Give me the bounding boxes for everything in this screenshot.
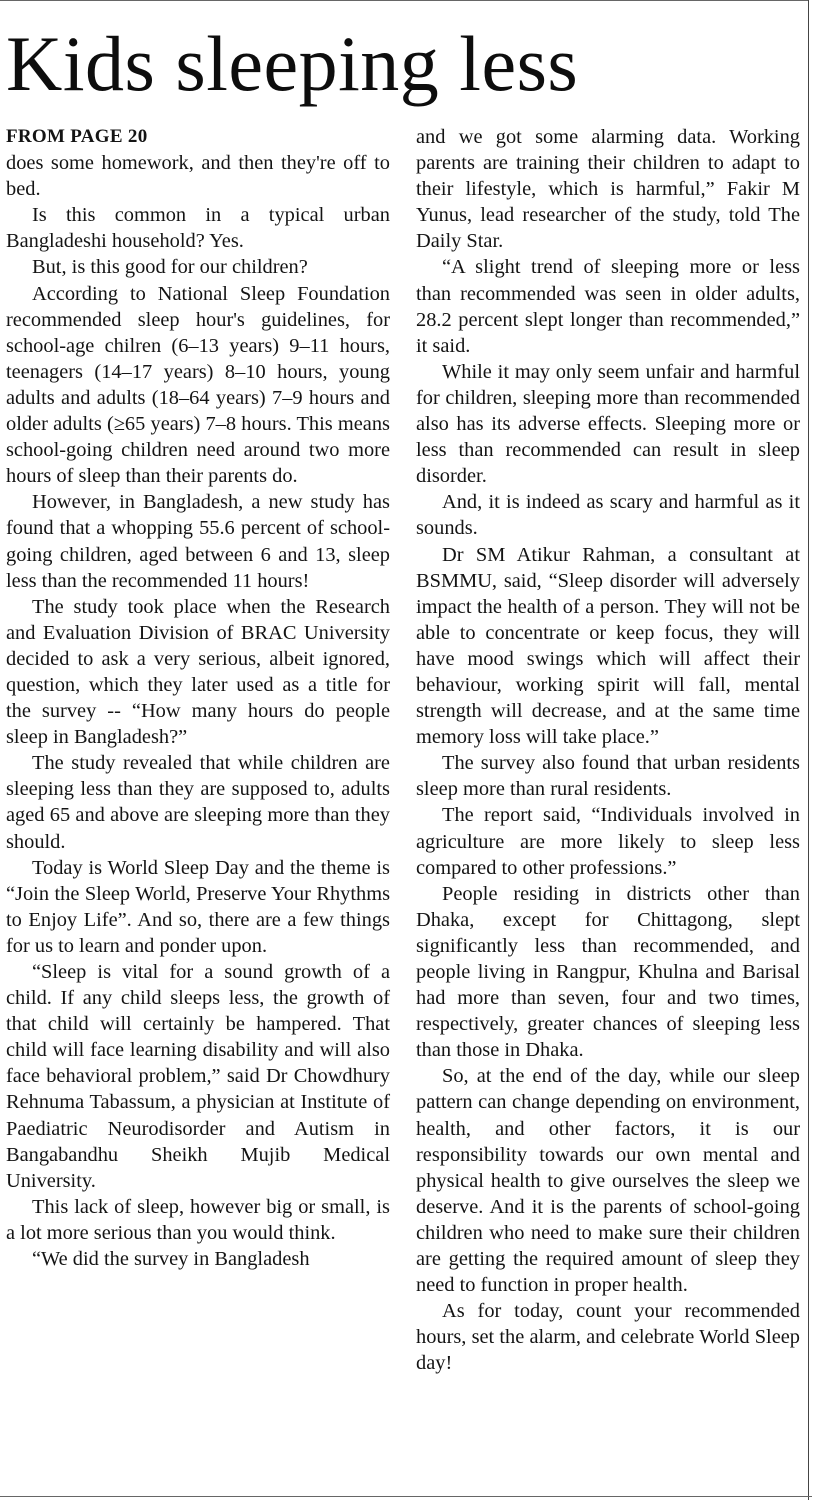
paragraph: “Sleep is vital for a sound growth of a child. If any child sleeps less, the growth of that child will certainly be hampered. That child will face learning disability and will also face behavioral problem,” said Dr Chowdhury Rehnuma Tabassum, a physician at Institute of Paediatric Neurodisorder and Autism in Bangabandhu Sheikh Mujib Medical University. — [6, 961, 390, 1192]
paragraph: “We did the survey in Bangladesh — [32, 1248, 310, 1271]
paragraph: This lack of sleep, however big or small, is a lot more serious than you would think. — [6, 1195, 390, 1244]
column-right — [416, 124, 800, 1377]
paragraph: “A slight trend of sleeping more or less than recommended was seen in older adults, 28.2 percent slept longer than recommended,” it said. — [416, 256, 800, 357]
jump-label: FROM PAGE 20 — [6, 126, 148, 147]
paragraph: Is this common in a typical urban Bangladeshi household? Yes. — [6, 204, 390, 253]
paragraph: According to National Sleep Foundation recommended sleep hour's guidelines, for school-age chilren (6–13 years) 9–11 hours, teenagers (14–17 years) 8–10 hours, young adults and adults (18–64 years) 7–9 hours and older adults (≥65 years) 7–8 hours. This means school-going children need around two more hours of sleep than their parents do. — [6, 282, 390, 488]
paragraph: So, at the end of the day, while our sleep pattern can change depending on environment, health, and other factors, it is our responsibility towards our own mental and physical health to give ourselves the sleep we deserve. And it is the parents of school-going children who need to make sure their children are getting the required amount of sleep they need to function in proper health. — [416, 1065, 800, 1297]
paragraph: While it may only seem unfair and harmful for children, sleeping more than recommended also has its adverse effects. Sleeping more or less than recommended can result in sleep disorder. — [416, 360, 800, 488]
headline: Kids sleeping less — [6, 20, 579, 107]
paragraph: The study revealed that while children are sleeping less than they are supposed to, adults aged 65 and above are sleeping more than they should. — [6, 752, 390, 853]
bottom-rule — [0, 1496, 812, 1497]
paragraph: The study took place when the Research and Evaluation Division of BRAC University decided to ask a very serious, albeit ignored, question, which they later used as a title for the survey -- “How many hours do people sleep in Bangladesh?” — [6, 595, 390, 749]
paragraph: does some homework, and then they're off to bed. — [6, 152, 390, 201]
column-left — [6, 124, 390, 1272]
paragraph: But, is this good for our children? — [32, 256, 308, 279]
top-rule — [0, 0, 808, 1]
paragraph: The report said, “Individuals involved in agriculture are more likely to sleep less compared to other professions.” — [416, 804, 800, 879]
paragraph: As for today, count your recommended hours, set the alarm, and celebrate World Sleep day! — [416, 1300, 800, 1375]
paragraph: However, in Bangladesh, a new study has found that a whopping 55.6 percent of school-going children, aged between 6 and 13, sleep less than the recommended 11 hours! — [6, 491, 390, 592]
paragraph: And, it is indeed as scary and harmful as it sounds. — [416, 491, 800, 540]
paragraph: and we got some alarming data. Working parents are training their children to adapt to their lifestyle, which is harmful,” Fakir M Yunus, lead researcher of the study, told The Daily Star. — [416, 126, 800, 253]
paragraph: The survey also found that urban residents sleep more than rural residents. — [416, 752, 800, 801]
paragraph: Dr SM Atikur Rahman, a consultant at BSMMU, said, “Sleep disorder will adversely impact the health of a person. They will not be able to concentrate or keep focus, they will have mood swings which will affect their behaviour, working spirit will fall, mental strength will decrease, and at the same time memory loss will take place.” — [416, 543, 800, 749]
paragraph: People residing in districts other than Dhaka, except for Chittagong, slept significantly less than recommended, and people living in Rangpur, Khulna and Barisal had more than seven, four and two times, respectively, greater chances of sleeping less than those in Dhaka. — [416, 882, 800, 1062]
right-rule — [808, 0, 809, 1500]
paragraph: Today is World Sleep Day and the theme is “Join the Sleep World, Preserve Your Rhythms to Enjoy Life”. And so, there are a few things for us to learn and ponder upon. — [6, 856, 390, 957]
